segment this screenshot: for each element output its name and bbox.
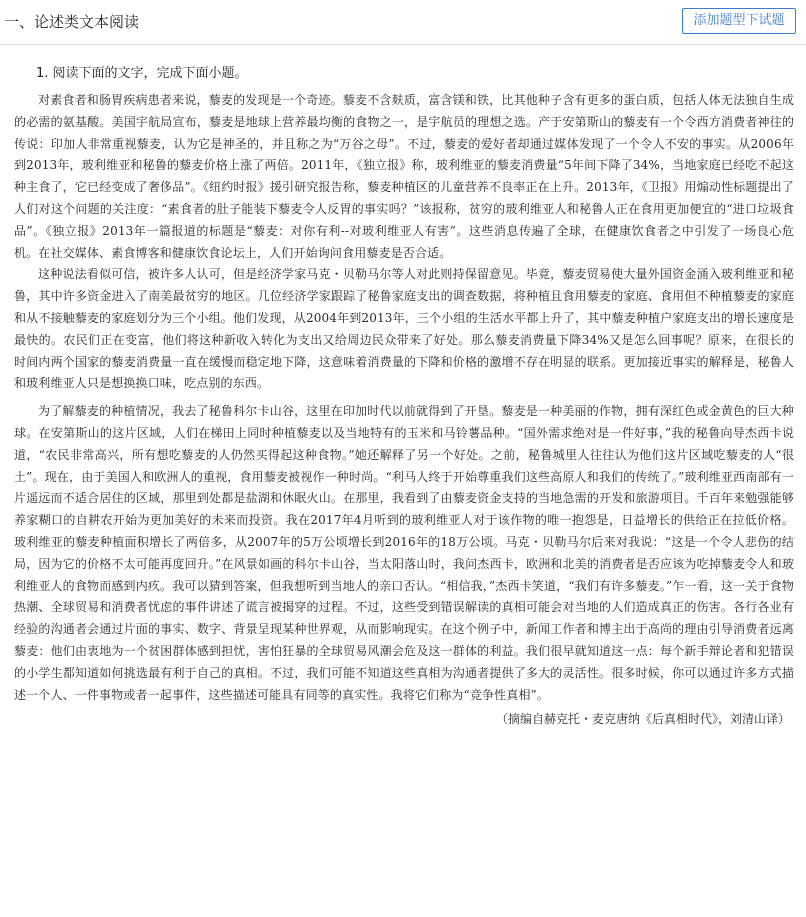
passage-paragraph-3: 为了解藜麦的种植情况，我去了秘鲁科尔卡山谷，这里在印加时代以前就得到了开垦。藜麦是一种美丽的作物，拥有深红色或金黄色的巨大种球。在安第斯山的这片区域，人们在梯田上同时种植藜麦以及当地特有的玉米和马铃薯品种。“国外需求绝对是一件好事，”我的秘鲁向导杰西卡说道，“农民非常高兴，所有想吃藜麦的人仍然买得起这种食物。”她还解释了另一个好处。之前，秘鲁城里人往往认为他们这片区域吃藜麦的人“很土”。现在，由于美国人和欧洲人的重视，食用藜麦被视作一种时尚。“利马人终于开始尊重我们这些高原人和我们的传统了。”玻利维亚西南部有一片遥远而不适合居住的区域，那里到处都是盐湖和休眠火山。在那里，我看到了由藜麦资金支持的当地急需的开发和旅游项目。千百年来勉强能够养家糊口的自耕农开始为更加美好的未来而投资。我在2017年4月听到的玻利维亚人对于该作物的唯一抱怨是，日益增长的供给正在拉低价格。玻利维亚的藜麦种植面积增长了两倍多，从2007年的5万公顷增长到2016年的18万公顷。马克・贝勒马尔后来对我说：“这是一个令人悲伤的结局，因为它的价格不太可能再度回升。”在风景如画的科尔卡山谷，当太阳落山时，我问杰西卡，欧洲和北美的消费者是否应该为吃掉藜麦令人和玻利维亚人的食物而感到内疚。我可以猜到答案，但我想听到当地人的亲口否认。“相信我，”杰西卡笑道，“我们有许多藜麦。”乍一看，这一关于食物热潮、全球贸易和消费者忧虑的事件讲述了谎言被揭穿的过程。不过，这些受到错误解读的真相可能会对当地的人们造成真正的伤害。各行各业有经验的沟通者会通过片面的事实、数字、背景呈现某种世界观，从而影响现实。在这个例子中，新闻工作者和博主出于高尚的理由引导消费者远离藜麦：他们由衷地为一个贫困群体感到担忧，害怕狂暴的全球贸易风潮会危及这一群体的利益。我们很早就知道这一点：每个新手辩论者和犯错误的小学生都知道如何挑选最有利于自己的真相。不过，我们可能不知道这些真相为沟通者提供了多大的灵活性。很多时候，你可以通过许多方式描述一个人、一件事物或者一起事件，这些描述可能具有同等的真实性。我将它们称为“竞争性真相”。	[14, 404, 794, 702]
add-question-button[interactable]: 添加题型下试题	[682, 8, 796, 34]
passage-paragraph-2: 这种说法看似可信，被许多人认可，但是经济学家马克・贝勒马尔等人对此则持保留意见。毕竟，藜麦贸易使大量外国资金涌入玻利维亚和秘鲁，其中许多资金进入了南美最贫穷的地区。几位经济学家跟踪了秘鲁家庭支出的调查数据，将种植且食用藜麦的家庭、食用但不种植藜麦的家庭和从不接触藜麦的家庭划分为三个小组。他们发现，从2004年到2013年，三个小组的生活水平都上升了，其中藜麦种植户家庭支出的增长速度是最快的。农民们正在变富，他们将这种新收入转化为支出又给周边民众带来了好处。那么藜麦消费量下降34%又是怎么回事呢？原来，在很长的时间内两个国家的藜麦消费量一直在缓慢而稳定地下降，这意味着消费量的下降和价格的激增不存在明显的联系。更加接近事实的解释是，秘鲁人和玻利维亚人只是想换换口味，吃点别的东西。	[14, 267, 794, 391]
question-title: 1. 阅读下面的文字，完成下面小题。	[36, 66, 248, 81]
passage-paragraph-1: 对素食者和肠胃疾病患者来说，藜麦的发现是一个奇迹。藜麦不含麸质，富含镁和铁，比其他种子含有更多的蛋白质，包括人体无法独自生成的必需的氨基酸。美国宇航局宣布，藜麦是地球上营养最均衡的食物之一，是宇航员的理想之选。产于安第斯山的藜麦有一个令西方消费者神往的传说：印加人非常重视藜麦，认为它是神圣的，并且称之为“万谷之母”。不过，藜麦的爱好者却通过媒体发现了一个令人不安的事实。从2006年到2013年，玻利维亚和秘鲁的藜麦价格上涨了两倍。2011年，《独立报》称，玻利维亚的藜麦消费量“5年间下降了34%，当地家庭已经吃不起这种主食了，它已经变成了奢侈品”。《纽约时报》援引研究报告称，藜麦种植区的儿童营养不良率正在上升。2013年，《卫报》用煽动性标题提出了人们对这个问题的关注度：“素食者的肚子能装下藜麦令人反胃的事实吗？”该报称，贫穷的玻利维亚人和秘鲁人正在食用更加便宜的“进口垃圾食品”。《独立报》2013年一篇报道的标题是“藜麦：对你有利--对玻利维亚人有害”。这些消息传遍了全球，在健康饮食者之中引发了一场良心危机。在社交媒体、素食博客和健康饮食论坛上，人们开始询问食用藜麦是否合适。	[14, 93, 794, 260]
question-content	[0, 62, 806, 730]
passage-source: （摘编自赫克托・麦克唐纳《后真相时代》，刘清山译）	[495, 712, 790, 727]
section-title: 一、论述类文本阅读	[4, 13, 140, 31]
section-header	[0, 0, 806, 45]
